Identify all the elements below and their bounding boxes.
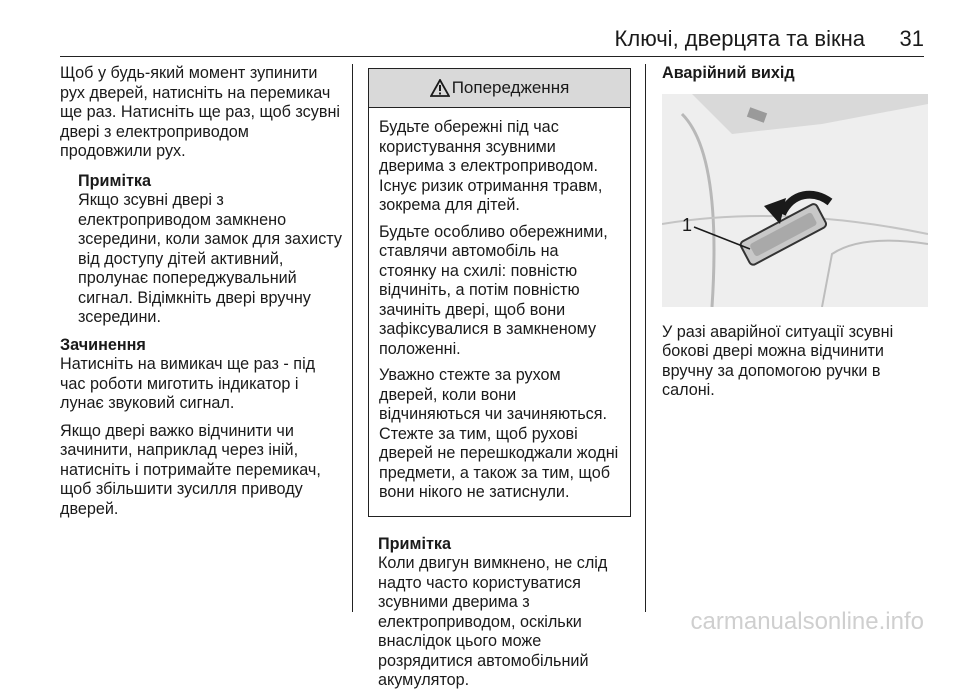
note-block [60, 172, 344, 328]
warning-body [369, 108, 630, 516]
warning-paragraph: Будьте особливо обережними, ставлячи автомобіль на стоянку на схилі: повністю відчиніть, а потім повністю зачиніть двері, щоб вони зафіксувалися в замкненому положенні. [379, 222, 608, 358]
paragraph: Якщо двері важко відчинити чи зачинити, наприклад через іній, натисніть і потримайте перемикач, щоб збільшити зусилля приводу дверей. [60, 421, 321, 518]
warning-paragraph: Уважно стежте за рухом дверей, коли вони відчиняються чи зачиняються. Стежте за тим, щоб рухові дверей не перешкоджали жодні предмети, а також за тим, щоб вони нікого не затиснули. [379, 366, 619, 501]
column-divider-1 [352, 64, 353, 612]
note-title: Примітка [78, 171, 151, 190]
closing-text: Натисніть на вимикач ще раз - під час роботи миготить індикатор і лунає звуковий сигнал. [60, 355, 316, 412]
door-illustration [662, 94, 928, 307]
column-middle [368, 64, 631, 691]
photo-caption: У разі аварійної ситуації зсувні бокові двері можна відчинити вручну за допомогою ручки в салоні. [662, 322, 894, 399]
warning-icon [430, 79, 450, 97]
closing-heading: Зачинення [60, 335, 146, 354]
section-title: Ключі, дверцята та вікна [614, 26, 865, 51]
warning-title: Попередження [451, 78, 570, 98]
emergency-exit-heading: Аварійний вихід [662, 64, 795, 82]
note-block [368, 535, 631, 691]
header-rule [60, 56, 924, 57]
note-text: Якщо зсувні двері з електроприводом замкнено зсередини, коли замок для захисту від доступу дітей активний, пролунає попереджувальний сигнал. Відімкніть двері вручну зсередини. [78, 191, 342, 326]
note-text: Коли двигун вимкнено, не слід надто часто користуватися зсувними дверима з електроприводом, оскільки внаслідок цього може розрядитися автомобільний акумулятор. [378, 554, 608, 689]
column-left [60, 64, 344, 527]
warning-box [368, 68, 631, 517]
watermark: carmanualsonline.info [690, 608, 924, 635]
paragraph: Щоб у будь-який момент зупинити рух дверей, натисніть на перемикач ще раз. Натисніть ще раз, щоб зсувні двері з електроприводом продовжили рух. [60, 64, 340, 160]
warning-paragraph: Будьте обережні під час користування зсувними дверима з електроприводом. Існує ризик отримання травм, зокрема для дітей. [379, 118, 603, 214]
page-number: 31 [899, 26, 924, 51]
warning-header [369, 69, 630, 108]
door-handle-photo [662, 94, 928, 307]
column-divider-2 [645, 64, 646, 612]
callout-number: 1 [682, 214, 693, 235]
note-title: Примітка [378, 534, 451, 553]
column-right [662, 64, 932, 401]
